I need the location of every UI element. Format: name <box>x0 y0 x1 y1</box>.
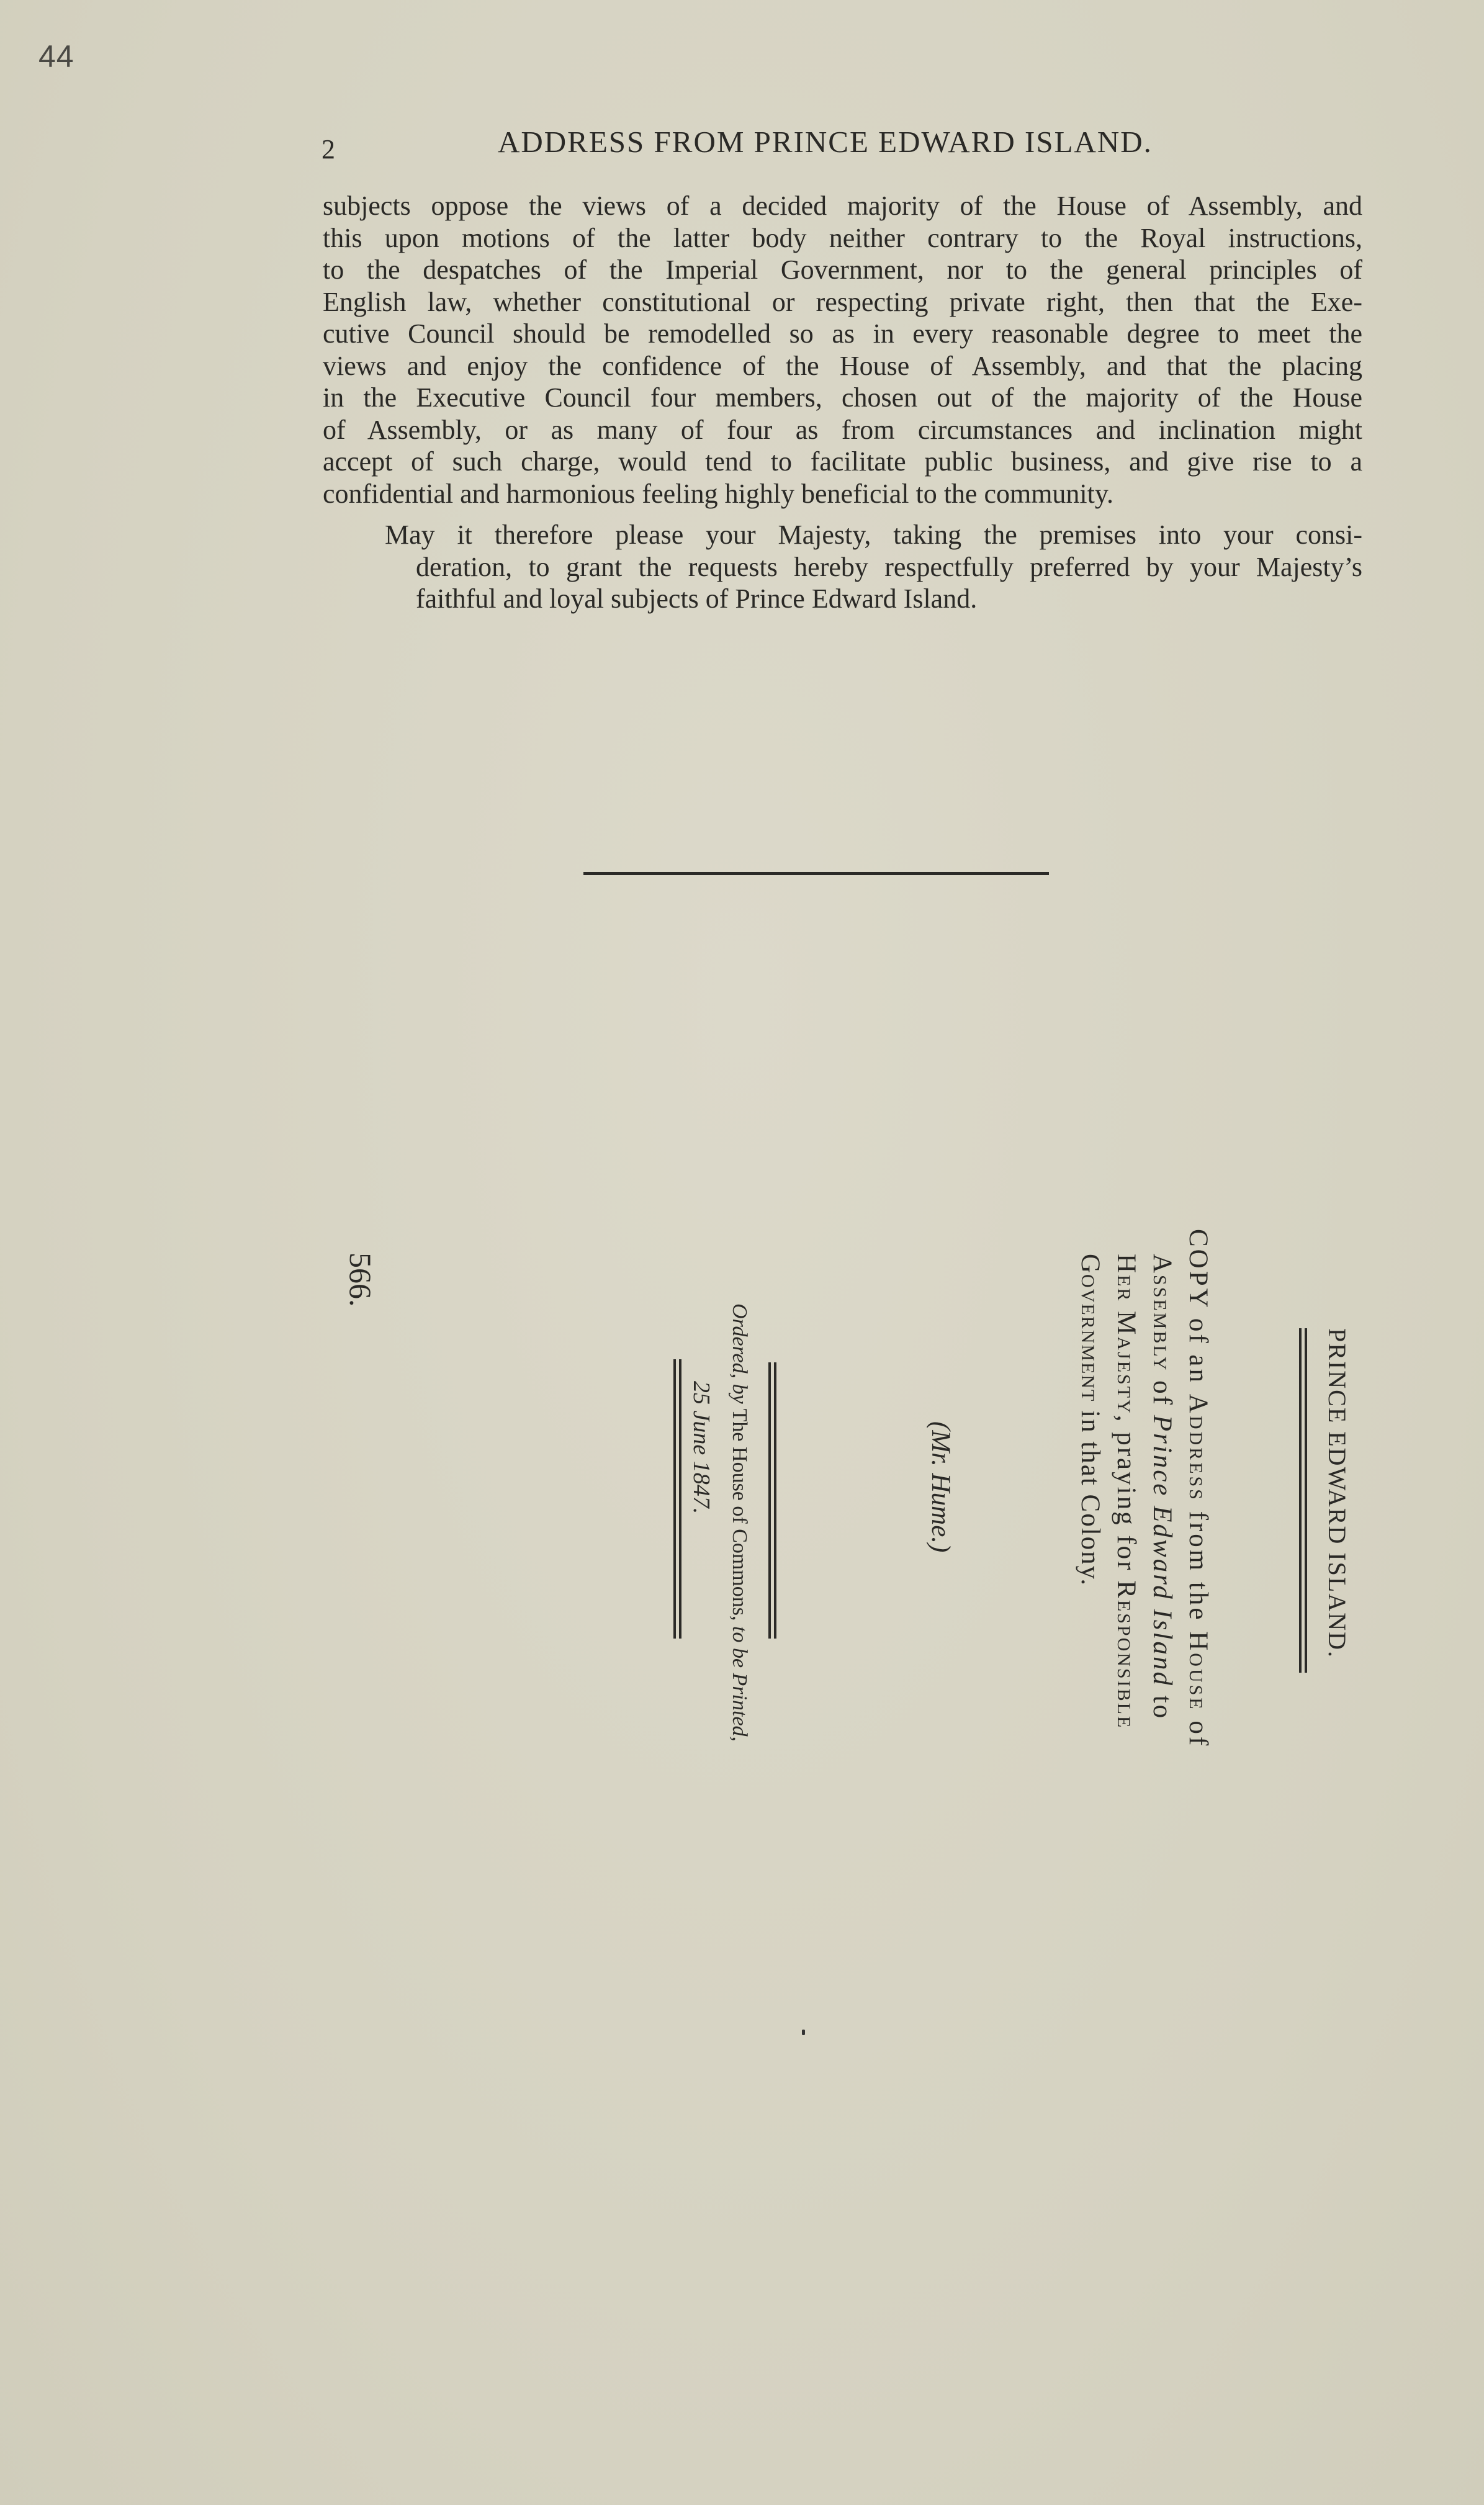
copy-description-line <box>1147 1254 1177 1720</box>
endorsement-title: PRINCE EDWARD ISLAND. <box>1323 1328 1351 1658</box>
copy-text: Responsible <box>1112 1580 1141 1730</box>
copy-description-line <box>1183 1229 1213 1748</box>
order-text: to be Printed, <box>728 1626 751 1742</box>
body-line: cutive Council should be remodelled so as in every reasonable degree to meet the <box>323 318 1362 349</box>
ink-speck <box>802 2030 805 2035</box>
copy-text: Address <box>1184 1393 1213 1502</box>
prayer-line: May it therefore please your Majesty, taking the premises into your consi- <box>385 519 1362 550</box>
copy-text: House <box>1184 1631 1213 1712</box>
sessional-paper-number: 566. <box>343 1252 378 1307</box>
copy-text: to <box>1148 1686 1177 1720</box>
body-line: to the despatches of the Imperial Government, nor to the general principles of <box>323 254 1362 285</box>
mover-name: (Mr. Hume.) <box>926 1421 955 1553</box>
prayer-paragraph <box>385 519 1362 615</box>
body-line: English law, whether constitutional or respecting private right, then that the Exe- <box>323 286 1362 317</box>
endorsement-rule <box>1299 1328 1302 1673</box>
copy-description-line <box>1111 1254 1141 1729</box>
body-line: of Assembly, or as many of four as from circumstances and inclination might <box>323 414 1362 445</box>
copy-text: COPY of an <box>1184 1229 1213 1394</box>
copy-text: Government <box>1076 1254 1105 1403</box>
body-paragraph <box>323 190 1362 510</box>
order-rule <box>679 1359 681 1639</box>
order-text: The House of Commons, <box>728 1403 751 1627</box>
copy-text: of <box>1184 1711 1213 1748</box>
prayer-line: deration, to grant the requests hereby respectfully preferred by your Majesty’s <box>416 551 1362 582</box>
body-line: subjects oppose the views of a decided majority of the House of Assembly, and <box>323 191 1362 221</box>
copy-text: Assembly <box>1148 1254 1177 1372</box>
page-number: 2 <box>322 134 335 164</box>
copy-text: , praying for <box>1112 1414 1141 1581</box>
printing-order-line <box>727 1303 751 1742</box>
order-date: 25 June 1847. <box>688 1381 714 1514</box>
body-line: accept of such charge, would tend to facilitate public business, and give rise to a <box>323 446 1362 477</box>
body-line: this upon motions of the latter body neither contrary to the Royal instructions, <box>323 222 1362 253</box>
copy-text: Her Majesty <box>1112 1254 1141 1415</box>
endorsement-rule <box>1305 1328 1307 1673</box>
order-text: Ordered, by <box>728 1303 751 1404</box>
running-title: ADDRESS FROM PRINCE EDWARD ISLAND. <box>498 125 1153 159</box>
order-rule <box>774 1362 776 1639</box>
copy-description-line <box>1075 1254 1105 1586</box>
prayer-line: faithful and loyal subjects of Prince Edward Island. <box>416 583 978 614</box>
order-rule <box>673 1359 676 1639</box>
section-divider-rule <box>583 872 1049 875</box>
body-line: views and enjoy the confidence of the House of Assembly, and that the placing <box>323 350 1362 381</box>
copy-text: of <box>1148 1372 1177 1415</box>
copy-text: from the <box>1184 1501 1213 1632</box>
body-line: in the Executive Council four members, chosen out of the majority of the House <box>323 382 1362 413</box>
copy-text: Prince Edward Island <box>1148 1414 1177 1687</box>
body-line: confidential and harmonious feeling highly beneficial to the community. <box>323 478 1114 509</box>
folio-number: 44 <box>38 39 74 74</box>
copy-text: in that Colony. <box>1076 1402 1105 1587</box>
order-rule <box>768 1362 771 1639</box>
